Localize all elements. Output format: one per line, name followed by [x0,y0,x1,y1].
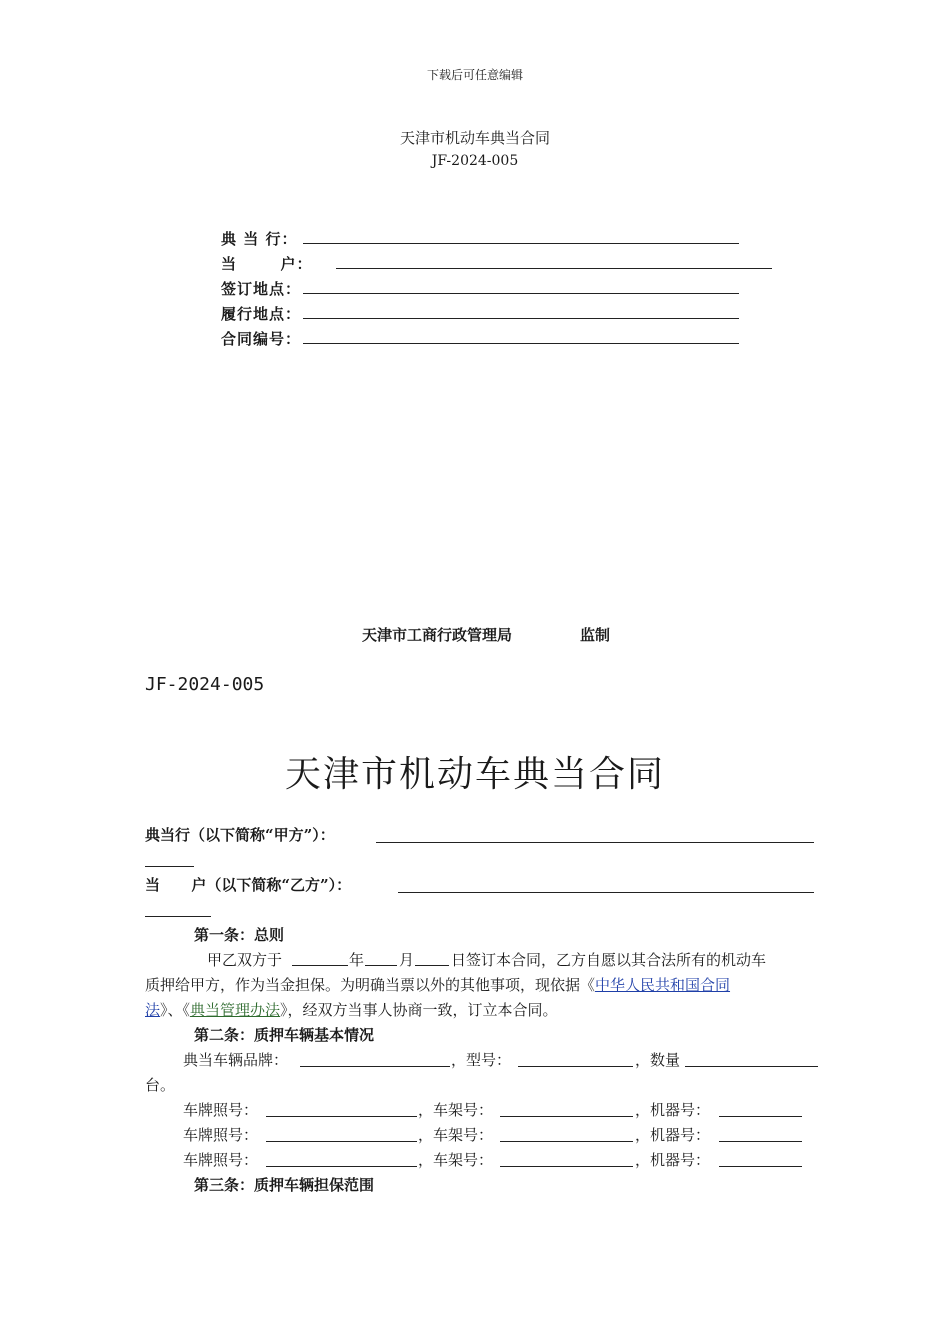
quantity-label: ，数量 [635,1051,681,1069]
sign-year-blank[interactable] [292,965,348,966]
issuer-name: 天津市工商行政管理局 [362,626,513,644]
article-2-heading: 第二条：质押车辆基本情况 [194,1026,375,1044]
quantity-blank[interactable] [685,1066,818,1067]
plate-label-1: 车牌照号： [183,1101,259,1119]
cover-field-perform-place-label: 履行地点： [221,305,302,323]
cover-field-perform-place-line[interactable] [303,318,739,319]
sign-month-blank[interactable] [365,965,397,966]
engine-label-1: ，机器号： [635,1101,711,1119]
cover-field-sign-place-line[interactable] [303,293,739,294]
contract-code: JF-2024-005 [145,674,265,695]
cover-field-pawnshop-line[interactable] [303,243,739,244]
model-blank[interactable] [518,1066,633,1067]
party-b-label: 当 户（以下简称“乙方”）： [145,876,352,894]
cover-title: 天津市机动车典当合同 [399,129,550,147]
year-label: 年 [349,951,365,969]
pawn-regulation-link[interactable]: 典当管理办法 [190,1001,281,1019]
plate-blank-1[interactable] [266,1116,417,1117]
engine-blank-1[interactable] [719,1116,802,1117]
plate-blank-2[interactable] [266,1141,417,1142]
party-a-line-continued [145,866,194,867]
frame-blank-2[interactable] [500,1141,633,1142]
model-label: ，型号： [451,1051,512,1069]
frame-label-2: ，车架号： [418,1126,494,1144]
contract-law-link-continued[interactable]: 法 [145,1001,161,1019]
engine-label-2: ，机器号： [635,1126,711,1144]
engine-blank-3[interactable] [719,1166,802,1167]
party-a-line[interactable] [376,842,814,843]
party-a-label: 典当行（以下简称“甲方”）： [145,826,335,844]
article-1-text-line3: 法》、《典当管理办法》，经双方当事人协商一致，订立本合同。 [145,1001,558,1019]
contract-title: 天津市机动车典当合同 [284,754,665,795]
quantity-unit: 台。 [145,1076,176,1094]
party-b-line-continued [145,916,211,917]
frame-blank-1[interactable] [500,1116,633,1117]
article-1-text-start: 甲乙双方于 [207,951,283,969]
download-note: 下载后可任意编辑 [426,68,523,82]
plate-label-3: 车牌照号： [183,1151,259,1169]
frame-blank-3[interactable] [500,1166,633,1167]
cover-code: JF-2024-005 [431,153,519,169]
engine-label-3: ，机器号： [635,1151,711,1169]
month-label: 月 [399,951,415,969]
frame-label-3: ，车架号： [418,1151,494,1169]
article-1-text-day: 日签订本合同，乙方自愿以其合法所有的机动车 [451,951,767,969]
cover-field-pawner-label: 当 户： [221,255,313,273]
cover-field-pawnshop-label: 典 当 行： [221,230,298,248]
cover-field-contract-no-label: 合同编号： [221,330,302,348]
cover-field-sign-place-label: 签订地点： [221,280,302,298]
party-b-line[interactable] [398,892,814,893]
cover-field-contract-no-line[interactable] [303,343,739,344]
plate-label-2: 车牌照号： [183,1126,259,1144]
brand-label: 典当车辆品牌： [183,1051,289,1069]
supervise-label: 监制 [580,626,611,644]
plate-blank-3[interactable] [266,1166,417,1167]
frame-label-1: ，车架号： [418,1101,494,1119]
contract-law-link[interactable]: 中华人民共和国合同 [595,976,731,994]
brand-blank[interactable] [300,1066,450,1067]
article-3-heading: 第三条：质押车辆担保范围 [194,1176,375,1194]
article-1-text-line2: 质押给甲方，作为当金担保。为明确当票以外的其他事项，现依据《中华人民共和国合同 [145,976,731,994]
engine-blank-2[interactable] [719,1141,802,1142]
cover-field-pawner-line[interactable] [336,268,772,269]
sign-day-blank[interactable] [415,965,449,966]
article-1-heading: 第一条：总则 [194,926,285,944]
